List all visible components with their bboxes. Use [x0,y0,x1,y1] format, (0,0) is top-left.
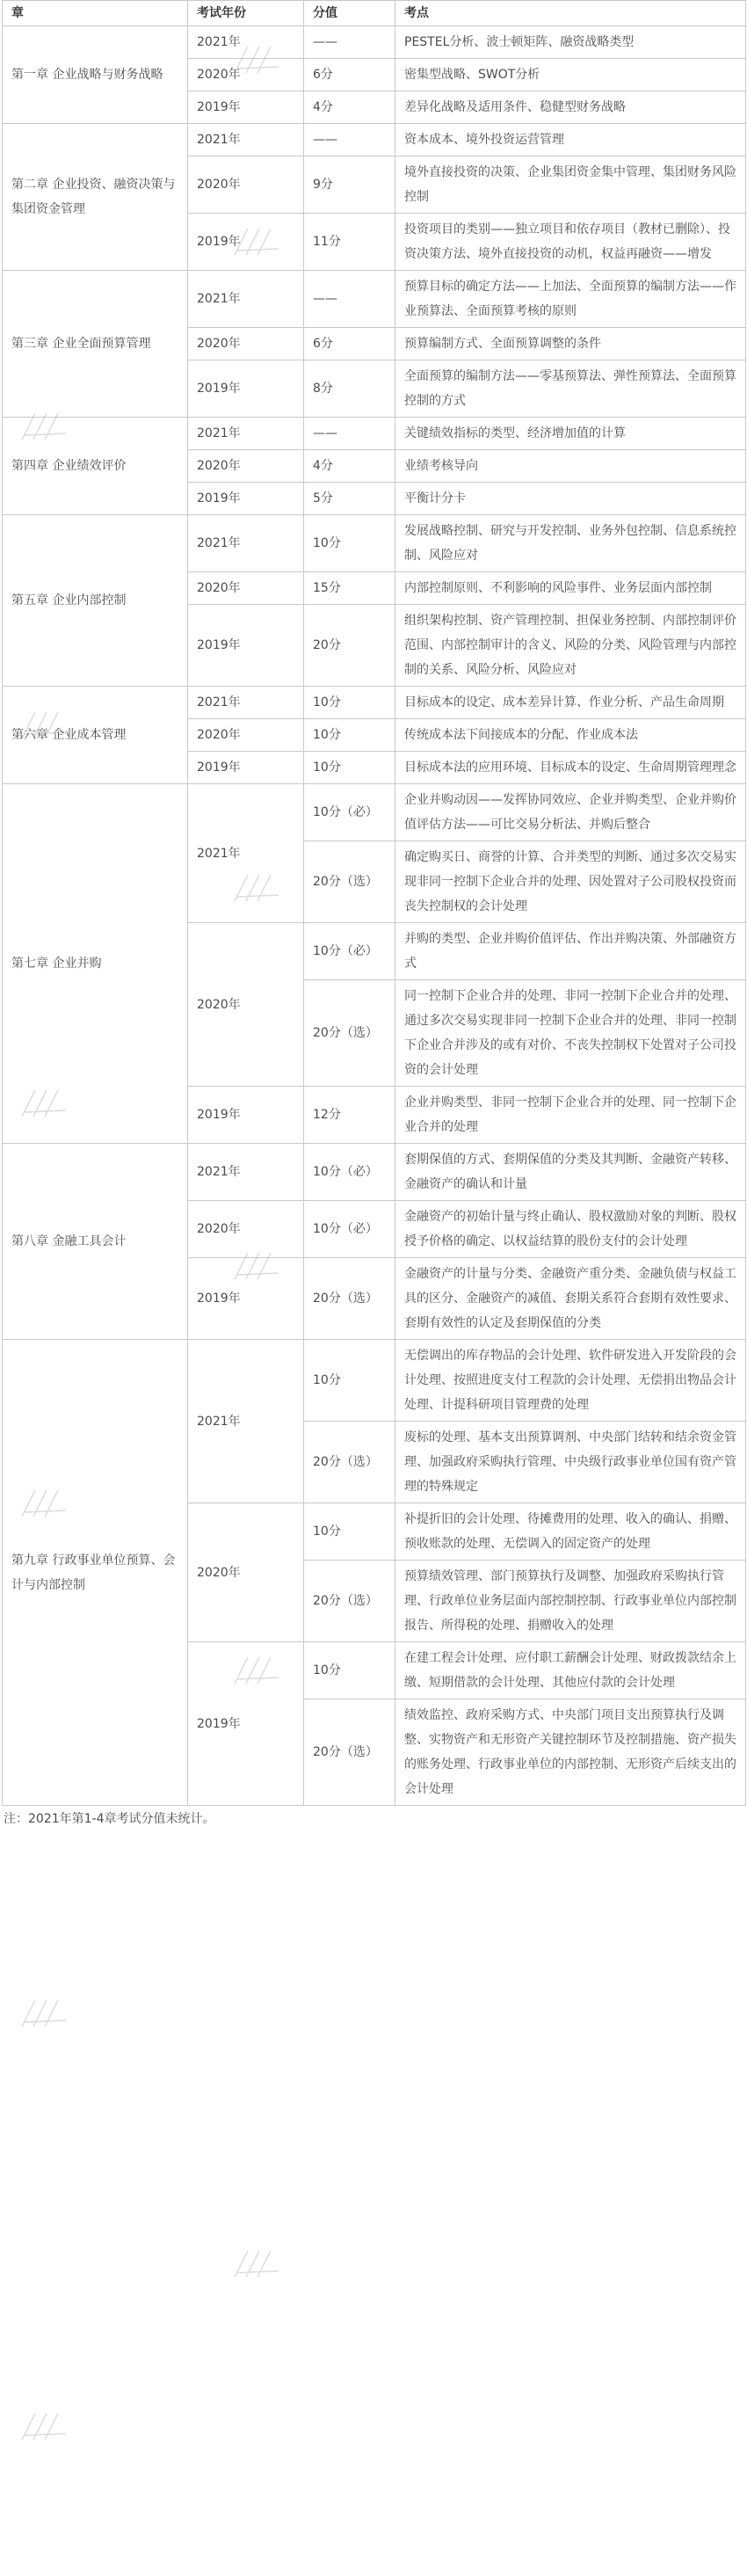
score-cell: 10分（必） [304,784,395,841]
watermark-mark [230,42,283,77]
chapter-cell: 第五章 企业内部控制 [3,515,188,687]
watermark-mark [230,1653,283,1688]
footnote: 注：2021年第1-4章考试分值未统计。 [4,1812,215,1826]
score-cell: 10分 [304,1503,395,1561]
chapter-cell: 第七章 企业并购 [3,784,188,1144]
watermark-mark [18,409,70,444]
table-row [3,515,746,572]
chapter-cell: 第三章 企业全面预算管理 [3,271,188,418]
score-cell: 20分 [304,605,395,687]
year-cell: 2020年 [188,328,304,360]
year-cell: 2019年 [188,483,304,515]
score-cell: 4分 [304,450,395,483]
year-cell: 2021年 [188,271,304,328]
points-cell: 密集型战略、SWOT分析 [395,59,746,91]
points-cell: 并购的类型、企业并购价值评估、作出并购决策、外部融资方式 [395,923,746,980]
watermark-mark [230,1248,283,1284]
points-cell: 预算目标的确定方法——上加法、全面预算的编制方法——作业预算法、全面预算考核的原则 [395,271,746,328]
score-cell: 20分（选） [304,841,395,923]
year-cell: 2019年 [188,605,304,687]
year-cell: 2020年 [188,923,304,1087]
score-cell: 15分 [304,572,395,605]
exam-points-table [2,0,746,1806]
points-cell: 预算编制方式、全面预算调整的条件 [395,328,746,360]
points-cell: 企业并购动因——发挥协同效应、企业并购类型、企业并购价值评估方法——可比交易分析法、并购后整合 [395,784,746,841]
points-cell: PESTEL分析、波士顿矩阵、融资战略类型 [395,26,746,59]
points-cell: 金融资产的初始计量与终止确认、股权激励对象的判断、股权授予价格的确定、以权益结算的股份支付的会计处理 [395,1201,746,1258]
points-cell: 内部控制原则、不利影响的风险事件、业务层面内部控制 [395,572,746,605]
points-cell: 组织架构控制、资产管理控制、担保业务控制、内部控制评价范围、内部控制审计的含义、风险的分类、风险管理与内部控制的关系、风险分析、风险应对 [395,605,746,687]
score-cell: 10分 [304,515,395,572]
points-cell: 补提折旧的会计处理、待摊费用的处理、收入的确认、捐赠、预收账款的处理、无偿调入的固定资产的处理 [395,1503,746,1561]
year-cell: 2021年 [188,418,304,450]
chapter-cell: 第九章 行政事业单位预算、会计与内部控制 [3,1340,188,1806]
points-cell: 业绩考核导向 [395,450,746,483]
year-cell: 2019年 [188,360,304,418]
chapter-cell: 第八章 金融工具会计 [3,1144,188,1340]
points-cell: 传统成本法下间接成本的分配、作业成本法 [395,719,746,752]
score-cell: 10分（必） [304,1201,395,1258]
year-cell: 2021年 [188,1144,304,1201]
year-cell: 2020年 [188,1503,304,1642]
table-row [3,687,746,719]
year-cell: 2019年 [188,214,304,271]
score-cell: 20分（选） [304,1422,395,1503]
watermark-mark [18,708,70,743]
points-cell: 套期保值的方式、套期保值的分类及其判断、金融资产转移、金融资产的确认和计量 [395,1144,746,1201]
year-cell: 2019年 [188,1087,304,1144]
year-cell: 2021年 [188,515,304,572]
table-row [3,124,746,156]
score-cell: 10分 [304,752,395,784]
year-cell: 2020年 [188,59,304,91]
score-cell: 8分 [304,360,395,418]
year-cell: 2021年 [188,124,304,156]
score-cell: 10分（必） [304,1144,395,1201]
points-cell: 绩效监控、政府采购方式、中央部门项目支出预算执行及调整、实物资产和无形资产关键控制环节及控制措施、资产损失的账务处理、行政事业单位的内部控制、无形资产后续支出的会计处理 [395,1699,746,1806]
points-cell: 同一控制下企业合并的处理、非同一控制下企业合并的处理、通过多次交易实现非同一控制下企业合并的处理、非同一控制下企业合并涉及的或有对价、不丧失控制权下处置对子公司投资的会计处理 [395,980,746,1087]
watermark-mark [18,2409,70,2444]
score-cell: 10分 [304,687,395,719]
year-cell: 2020年 [188,450,304,483]
points-cell: 关键绩效指标的类型、经济增加值的计算 [395,418,746,450]
score-cell: 10分 [304,1642,395,1699]
points-cell: 发展战略控制、研究与开发控制、业务外包控制、信息系统控制、风险应对 [395,515,746,572]
year-cell: 2019年 [188,91,304,124]
table-row [3,1144,746,1201]
score-cell: 10分（必） [304,923,395,980]
points-cell: 投资项目的类别——独立项目和依存项目（教材已删除）、投资决策方法、境外直接投资的动机，权益再融资——增发 [395,214,746,271]
chapter-cell: 第四章 企业绩效评价 [3,418,188,515]
watermark-mark [18,1486,70,1521]
year-cell: 2020年 [188,572,304,605]
year-cell: 2020年 [188,156,304,214]
score-cell: 20分（选） [304,980,395,1087]
table-row [3,1340,746,1422]
watermark-mark [18,1086,70,1121]
chapter-cell: 第一章 企业战略与财务战略 [3,26,188,124]
watermark-mark [230,224,283,259]
points-cell: 全面预算的编制方法——零基预算法、弹性预算法、全面预算控制的方式 [395,360,746,418]
table-row [3,26,746,59]
points-cell: 资本成本、境外投资运营管理 [395,124,746,156]
year-cell: 2019年 [188,1258,304,1340]
points-cell: 金融资产的计量与分类、金融资产重分类、金融负债与权益工具的区分、金融资产的减值、套期关系符合套期有效性要求、套期有效性的认定及套期保值的分类 [395,1258,746,1340]
score-cell: —— [304,418,395,450]
points-cell: 废标的处理、基本支出预算调剂、中央部门结转和结余资金管理、加强政府采购执行管理、中央级行政事业单位国有资产管理的特殊规定 [395,1422,746,1503]
watermark-mark [18,1996,70,2031]
points-cell: 无偿调出的库存物品的会计处理、软件研发进入开发阶段的会计处理、按照进度支付工程款的会计处理、无偿捐出物品会计处理、计提科研项目管理费的处理 [395,1340,746,1422]
header-score: 分值 [304,1,395,26]
score-cell: —— [304,26,395,59]
points-cell: 目标成本的设定、成本差异计算、作业分析、产品生命周期 [395,687,746,719]
header-chapter: 章 [3,1,188,26]
points-cell: 境外直接投资的决策、企业集团资金集中管理、集团财务风险控制 [395,156,746,214]
chapter-cell: 第六章 企业成本管理 [3,687,188,784]
year-cell: 2021年 [188,784,304,923]
points-cell: 在建工程会计处理、应付职工薪酬会计处理、财政拨款结余上缴、短期借款的会计处理、其他应付款的会计处理 [395,1642,746,1699]
year-cell: 2021年 [188,26,304,59]
score-cell: —— [304,271,395,328]
score-cell: 20分（选） [304,1561,395,1642]
points-cell: 预算绩效管理、部门预算执行及调整、加强政府采购执行管理、行政单位业务层面内部控制控制、行政事业单位内部控制报告、所得税的处理、捐赠收入的处理 [395,1561,746,1642]
score-cell: —— [304,124,395,156]
table-row [3,271,746,328]
year-cell: 2021年 [188,1340,304,1503]
score-cell: 4分 [304,91,395,124]
score-cell: 9分 [304,156,395,214]
score-cell: 20分（选） [304,1699,395,1806]
score-cell: 20分（选） [304,1258,395,1340]
score-cell: 11分 [304,214,395,271]
header-year: 考试年份 [188,1,304,26]
year-cell: 2020年 [188,1201,304,1258]
score-cell: 10分 [304,1340,395,1422]
score-cell: 10分 [304,719,395,752]
table-body [3,26,746,1806]
score-cell: 6分 [304,328,395,360]
table-row [3,418,746,450]
watermark-mark [230,870,283,906]
year-cell: 2019年 [188,752,304,784]
chapter-cell: 第二章 企业投资、融资决策与集团资金管理 [3,124,188,271]
points-cell: 目标成本法的应用环境、目标成本的设定、生命周期管理理念 [395,752,746,784]
points-cell: 确定购买日、商誉的计算、合并类型的判断、通过多次交易实现非同一控制下企业合并的处理、因处置对子公司股权投资而丧失控制权的会计处理 [395,841,746,923]
points-cell: 平衡计分卡 [395,483,746,515]
table-header-row [3,1,746,26]
year-cell: 2019年 [188,1642,304,1806]
score-cell: 5分 [304,483,395,515]
points-cell: 差异化战略及适用条件、稳健型财务战略 [395,91,746,124]
points-cell: 企业并购类型、非同一控制下企业合并的处理、同一控制下企业合并的处理 [395,1087,746,1144]
score-cell: 12分 [304,1087,395,1144]
year-cell: 2021年 [188,687,304,719]
table-row [3,784,746,841]
year-cell: 2020年 [188,719,304,752]
score-cell: 6分 [304,59,395,91]
watermark-mark [230,2246,283,2281]
header-points: 考点 [395,1,746,26]
